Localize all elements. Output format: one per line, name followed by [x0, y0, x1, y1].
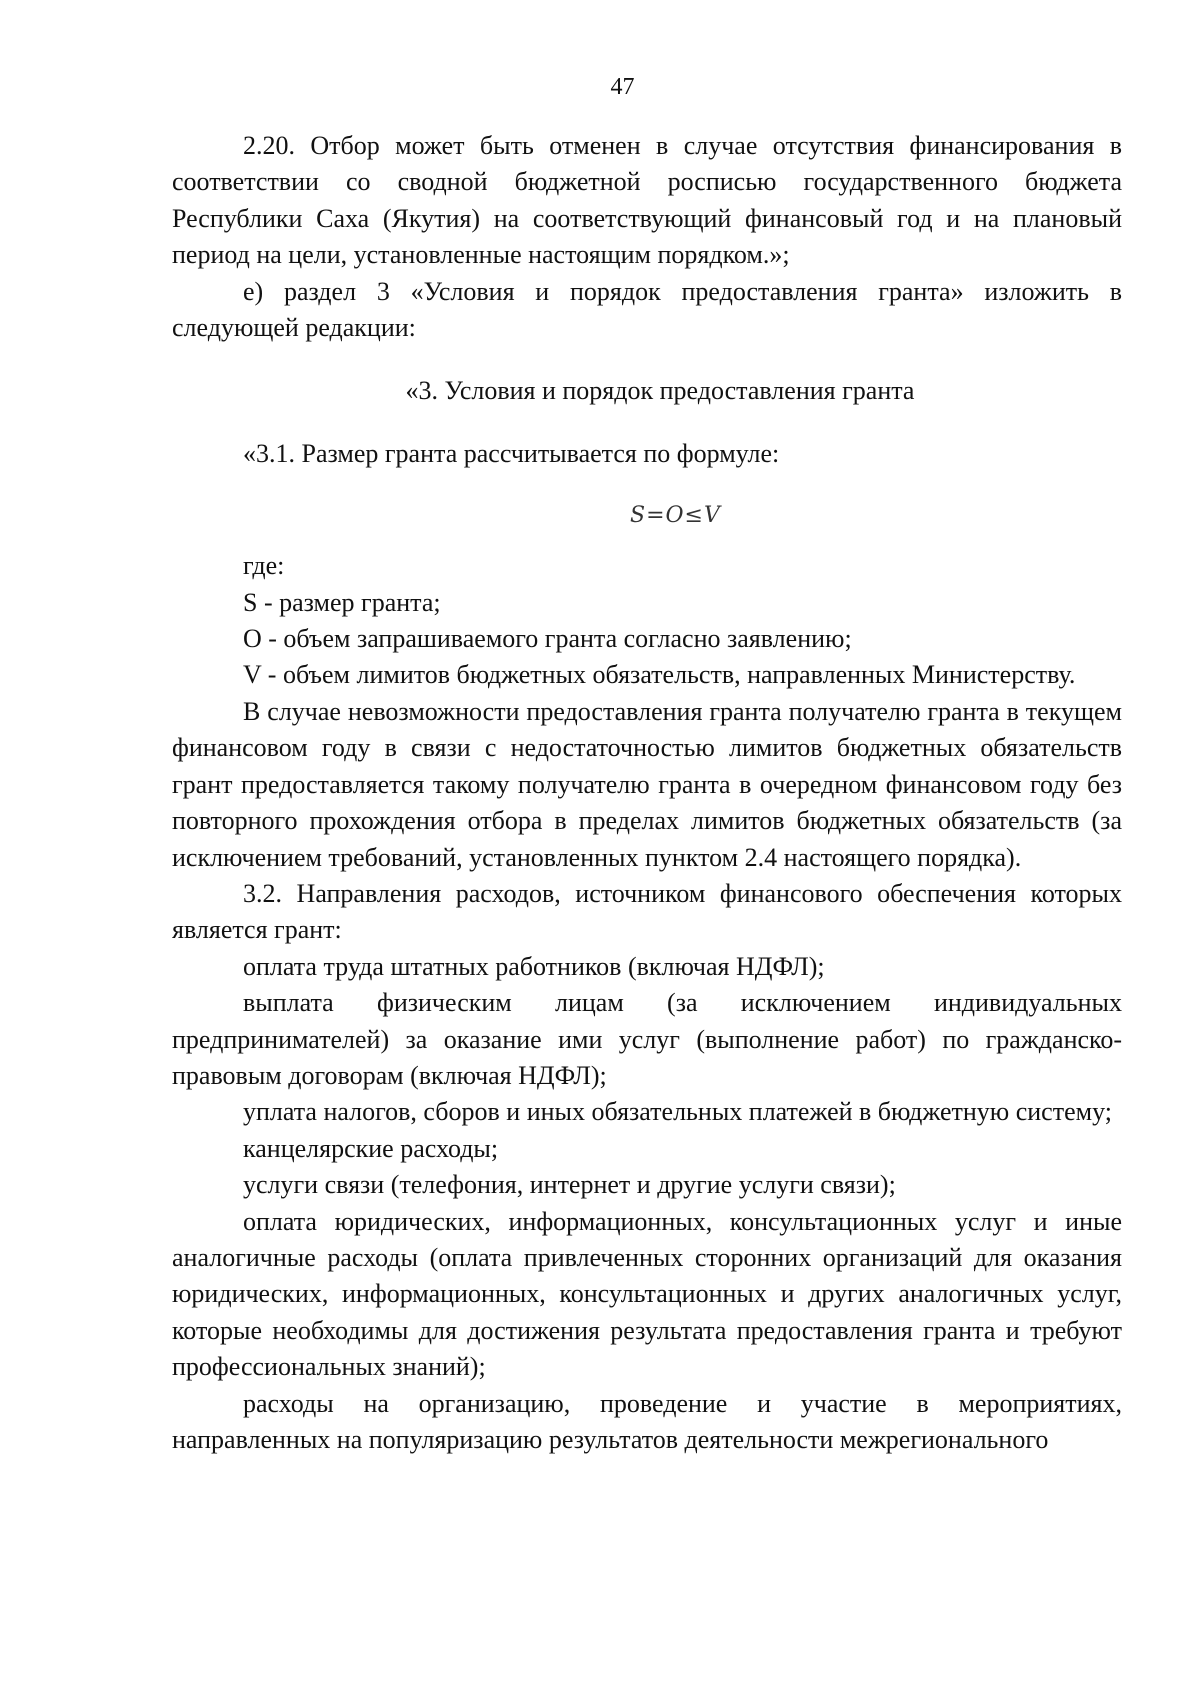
- expense-item-salaries: оплата труда штатных работников (включая НДФЛ);: [243, 951, 825, 981]
- expense-item-communications: услуги связи (телефония, интернет и другие услуги связи);: [243, 1170, 896, 1200]
- expense-item-taxes: уплата налогов, сборов и иных обязательных платежей в бюджетную систему;: [243, 1097, 1112, 1127]
- paragraph-e: е) раздел 3 «Условия и порядок предоставления гранта» изложить в следующей редакции:: [172, 276, 1122, 343]
- expense-item-events: расходы на организацию, проведение и участие в мероприятиях, направленных на популяризацию результатов деятельности межрегионального: [172, 1388, 1122, 1454]
- document-body: [172, 128, 1122, 1458]
- expense-item-individuals: выплата физическим лицам (за исключением индивидуальных предпринимателей) за оказание ими услуг (выполнение работ) по гражданско-правовым договорам (включая НДФЛ);: [172, 988, 1122, 1090]
- expense-item-stationery: канцелярские расходы;: [243, 1133, 499, 1163]
- definition-s: S - размер гранта;: [243, 587, 441, 617]
- definition-o: О - объем запрашиваемого гранта согласно заявлению;: [243, 624, 852, 654]
- where-label: где:: [243, 551, 285, 581]
- expense-item-legal-services: оплата юридических, информационных, консультационных услуг и иные аналогичные расходы (оплата привлеченных сторонних организаций для оказания юридических, информационных, консультационных и других аналогичных услуг, которые необходимы для достижения результата предоставления гранта и требуют профессиональных знаний);: [172, 1206, 1122, 1382]
- paragraph-3-1: «3.1. Размер гранта рассчитывается по формуле:: [243, 438, 780, 468]
- paragraph-2-20: 2.20. Отбор может быть отменен в случае отсутствия финансирования в соответствии со сводной бюджетной росписью государственного бюджета Республики Саха (Якутия) на соответствующий финансовый год и на плановый период на цели, установленные настоящим порядком.»;: [172, 131, 1122, 270]
- definition-v: V - объем лимитов бюджетных обязательств, направленных Министерству.: [243, 660, 1076, 690]
- page-number: 47: [610, 74, 635, 100]
- paragraph-3-2: 3.2. Направления расходов, источником финансового обеспечения которых является грант:: [172, 878, 1122, 945]
- section-heading: «3. Условия и порядок предоставления гранта: [405, 376, 915, 406]
- paragraph-insufficient-limits: В случае невозможности предоставления гранта получателю гранта в текущем финансовом году в связи с недостаточностью лимитов бюджетных обязательств грант предоставляется такому получателю гранта в очередном финансовом году без повторного прохождения отбора в пределах лимитов бюджетных обязательств (за исключением требований, установленных пунктом 2.4 настоящего порядка).: [172, 696, 1122, 872]
- formula: S=O≤V: [630, 503, 721, 529]
